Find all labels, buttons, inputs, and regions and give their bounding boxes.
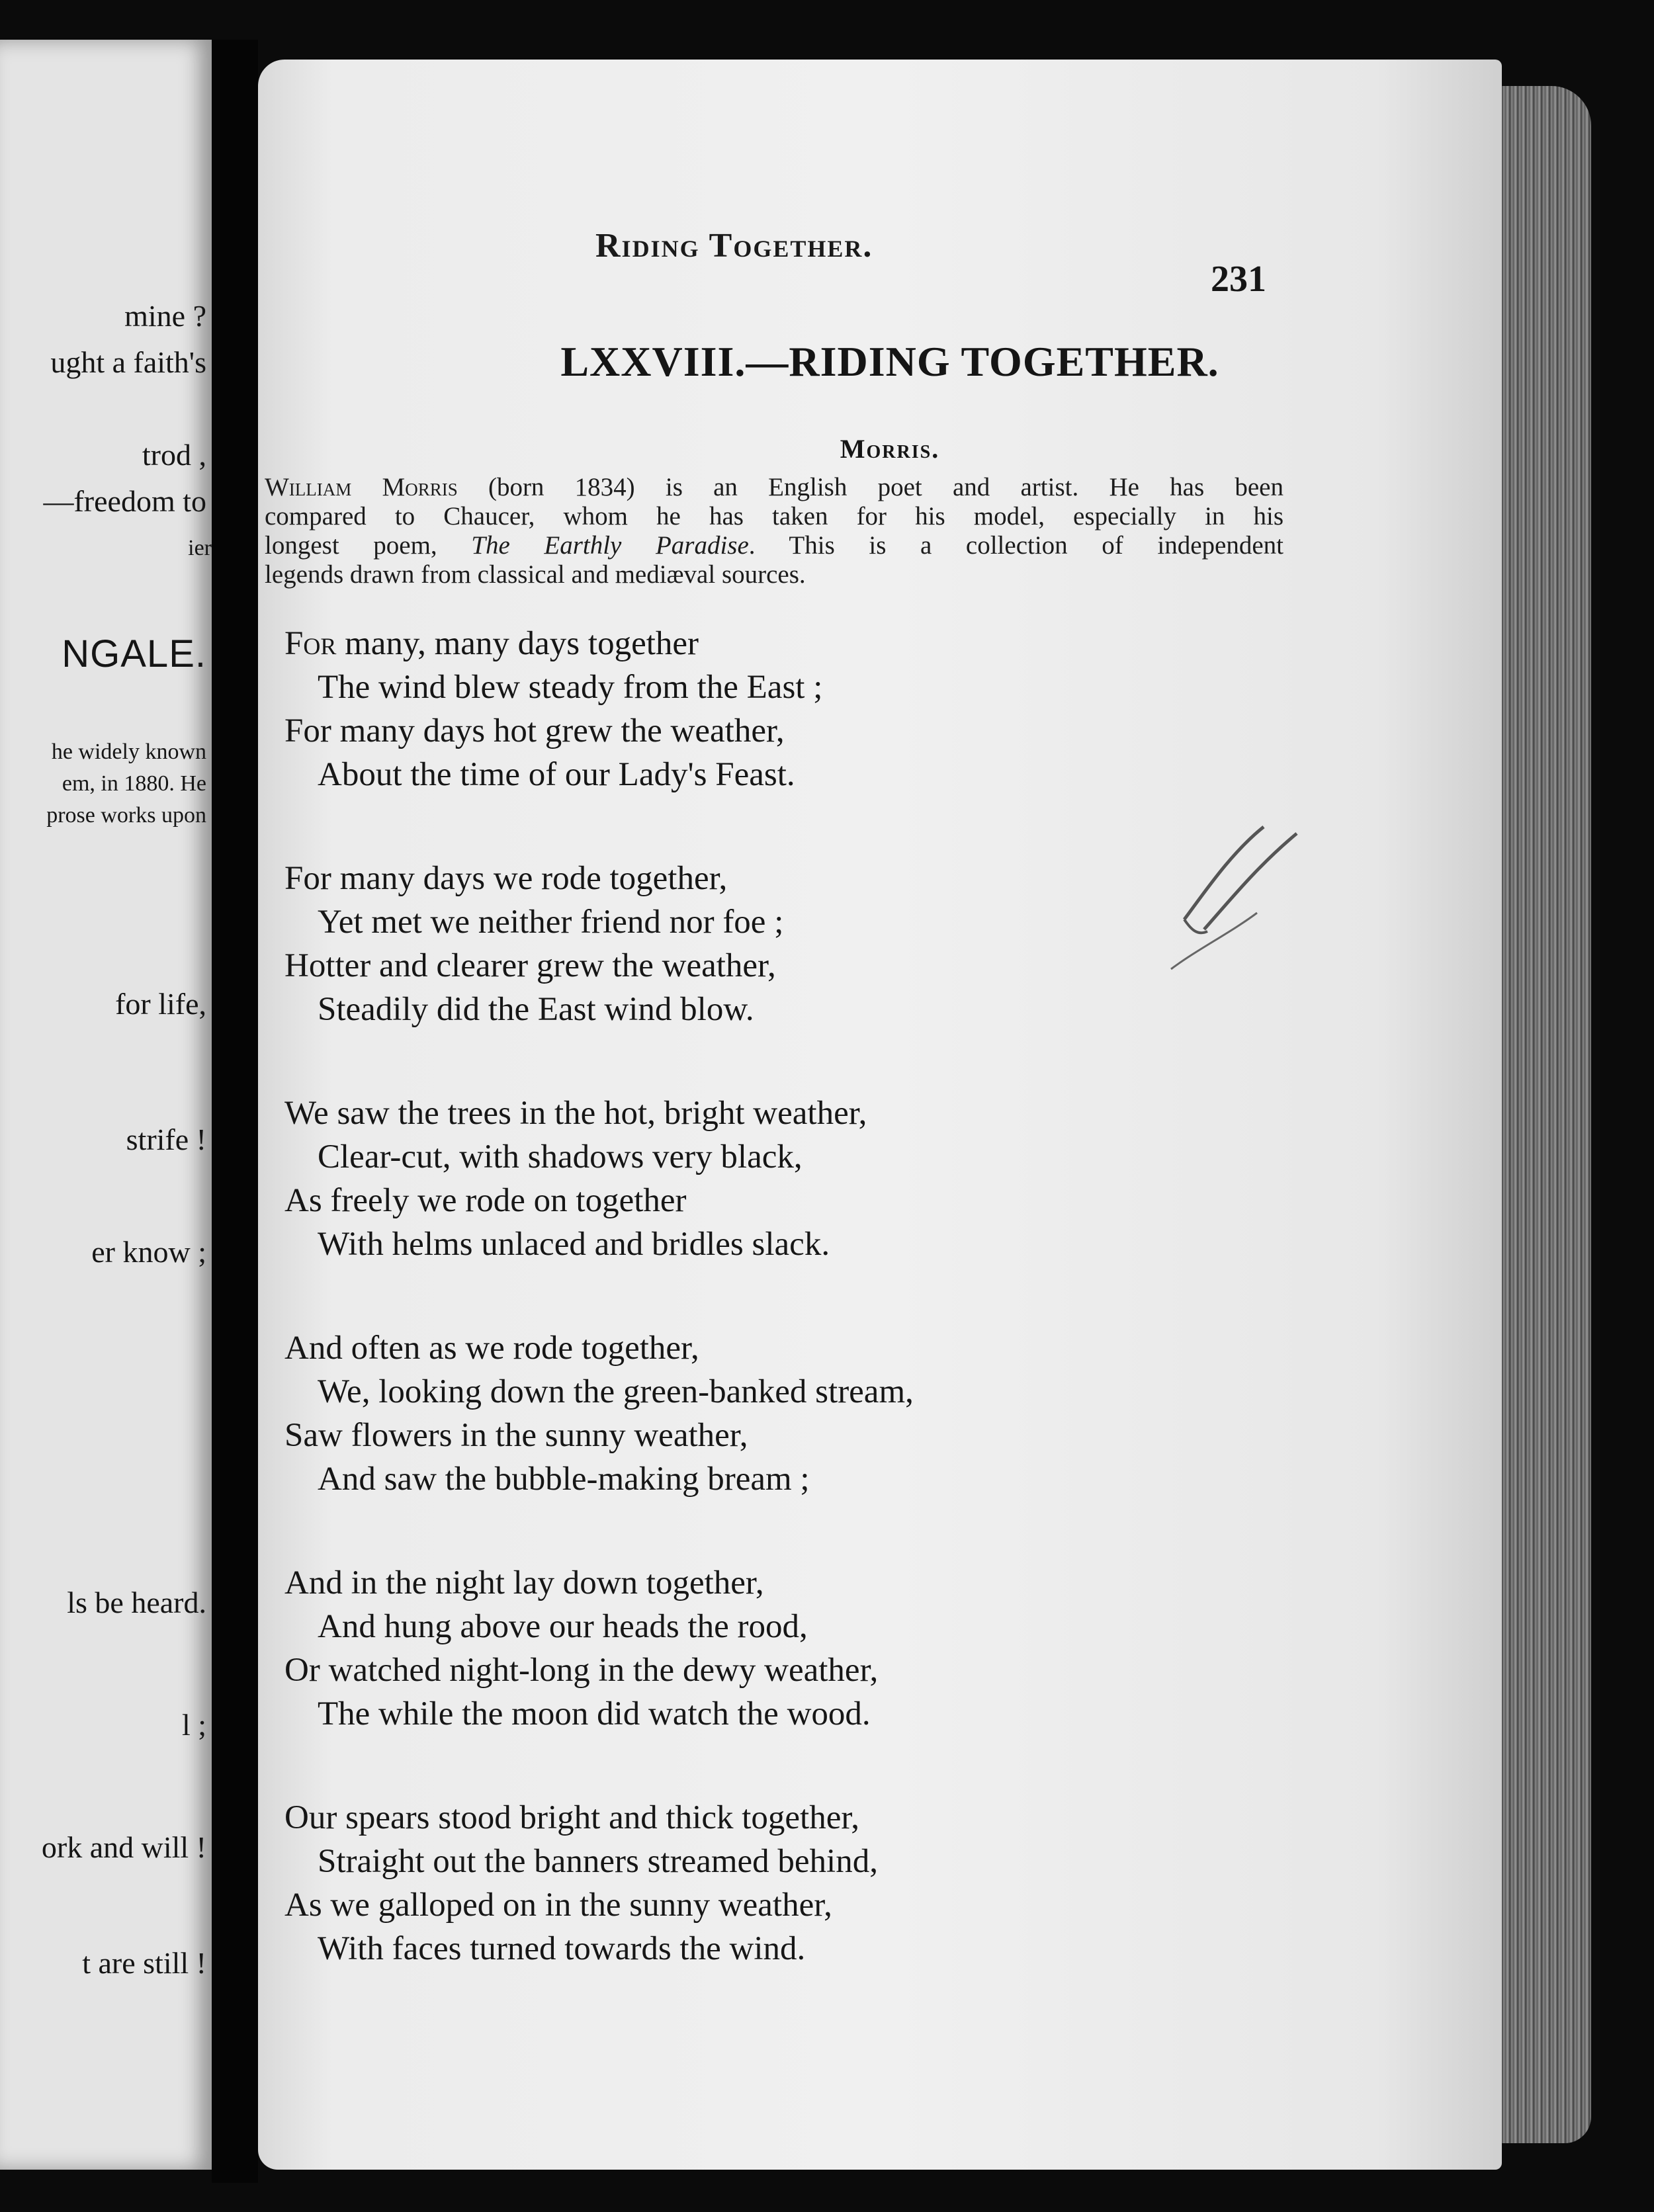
left-page-line: l ; xyxy=(181,1708,206,1742)
stanza xyxy=(284,1796,1211,1971)
verse-line: We, looking down the green-banked stream, xyxy=(318,1373,914,1410)
verse-line: And saw the bubble-making bream ; xyxy=(318,1461,810,1498)
verse-line: And often as we rode together, xyxy=(284,1330,699,1367)
right-page xyxy=(258,60,1502,2170)
verse-line: Our spears stood bright and thick together, xyxy=(284,1799,860,1836)
verse-line: Straight out the banners streamed behind, xyxy=(318,1843,878,1880)
intro-author-name: William Morris xyxy=(265,473,458,501)
stanza xyxy=(284,622,1211,796)
left-page-line: ught a faith's xyxy=(50,345,206,379)
intro-line: compared to Chaucer, whom he has taken for his model, especially in his xyxy=(265,502,1284,531)
author-introduction xyxy=(265,473,1284,589)
verse-line: And hung above our heads the rood, xyxy=(318,1608,808,1645)
verse-line: Saw flowers in the sunny weather, xyxy=(284,1417,748,1454)
verse-line: Clear-cut, with shadows very black, xyxy=(318,1138,803,1175)
left-page-line: strife ! xyxy=(126,1123,206,1156)
verse-line: We saw the trees in the hot, bright weather, xyxy=(284,1095,867,1132)
pencil-checkmark-annotation xyxy=(1158,814,1330,972)
left-page-line: —freedom to xyxy=(43,484,206,518)
left-page-line: er know ; xyxy=(91,1235,206,1269)
book-gutter xyxy=(212,40,258,2183)
verse-line: Hotter and clearer grew the weather, xyxy=(284,947,776,984)
intro-text: . This is a collection of independent xyxy=(748,531,1284,560)
stanza xyxy=(284,1561,1211,1736)
intro-text: (born 1834) is an English poet and artist. He has been xyxy=(457,473,1284,501)
intro-line xyxy=(265,531,1284,560)
left-page-heading: NGALE. xyxy=(62,632,206,675)
left-facing-page xyxy=(0,40,212,2170)
left-page-line: he widely known xyxy=(51,740,206,764)
verse-line: With faces turned towards the wind. xyxy=(318,1930,806,1967)
left-page-line: trod , xyxy=(142,438,206,472)
verse-line: The while the moon did watch the wood. xyxy=(318,1695,871,1732)
left-page-line: em, in 1880. He xyxy=(62,771,206,796)
verse-line: With helms unlaced and bridles slack. xyxy=(318,1226,830,1263)
verse-line: Yet met we neither friend nor foe ; xyxy=(318,904,784,941)
chapter-title: LXXVIII.—RIDING TOGETHER. xyxy=(560,338,1219,385)
left-page-line: for life, xyxy=(115,987,206,1021)
stanza xyxy=(284,1326,1211,1501)
stanza xyxy=(284,1091,1211,1266)
verse-first-word: For xyxy=(284,625,337,662)
verse-line: About the time of our Lady's Feast. xyxy=(318,756,795,793)
verse-line: As freely we rode on together xyxy=(284,1182,687,1219)
page-number: 231 xyxy=(1211,259,1266,300)
stanza xyxy=(284,857,1211,1031)
verse-line: Or watched night-long in the dewy weather, xyxy=(284,1652,879,1689)
intro-text: longest poem, xyxy=(265,531,472,560)
verse-line xyxy=(284,622,1211,665)
author-name: Morris. xyxy=(840,434,940,464)
intro-line xyxy=(265,473,1284,502)
running-head: Riding Together. xyxy=(595,227,873,265)
verse-line: For many days we rode together, xyxy=(284,860,728,897)
verse-line: And in the night lay down together, xyxy=(284,1564,764,1601)
intro-line: legends drawn from classical and mediæval sources. xyxy=(265,560,806,589)
left-page-line: ork and will ! xyxy=(41,1830,206,1864)
left-page-line: mine ? xyxy=(124,299,206,333)
left-page-line: t are still ! xyxy=(82,1946,206,1980)
verse-line: As we galloped on in the sunny weather, xyxy=(284,1887,832,1924)
verse-line: For many days hot grew the weather, xyxy=(284,712,785,749)
verse-text: many, many days together xyxy=(336,625,699,662)
verse-line: The wind blew steady from the East ; xyxy=(318,669,823,706)
left-page-line: ier xyxy=(188,536,212,560)
verse-line: Steadily did the East wind blow. xyxy=(318,991,754,1028)
left-page-line: ls be heard. xyxy=(67,1586,206,1619)
intro-poem-title: The Earthly Paradise xyxy=(471,531,749,560)
left-page-line: prose works upon xyxy=(46,803,206,828)
